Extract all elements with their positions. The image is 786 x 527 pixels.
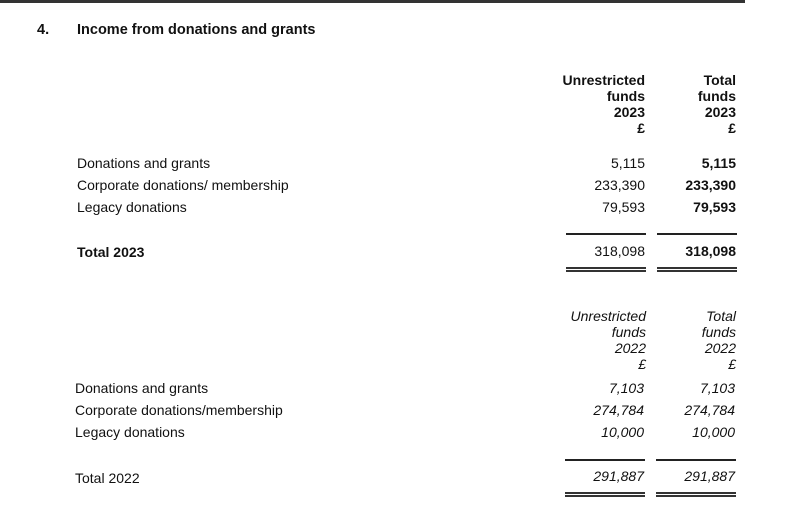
row-total: 5,115 (701, 155, 736, 171)
total-unrestricted: 291,887 (593, 468, 644, 484)
row-total: 7,103 (699, 380, 735, 396)
col-header-unrestricted-2022 (571, 308, 646, 372)
header-line: Unrestricted (570, 308, 646, 324)
double-rule (656, 492, 736, 497)
top-rule (0, 0, 745, 3)
row-label: Legacy donations (77, 199, 187, 215)
header-line: 2022 (614, 340, 646, 356)
col-header-unrestricted-2023 (563, 72, 645, 136)
row-total: 79,593 (693, 199, 736, 215)
row-label: Donations and grants (75, 380, 209, 396)
header-line: funds (606, 88, 645, 104)
row-label: Corporate donations/membership (75, 402, 283, 418)
header-line: £ (728, 120, 736, 136)
header-line: 2023 (704, 104, 736, 120)
row-unrestricted: 79,593 (602, 199, 645, 215)
header-line: £ (728, 356, 736, 372)
total-total: 318,098 (685, 243, 736, 259)
col-header-total-2023 (698, 72, 736, 136)
header-line: Total (706, 308, 736, 324)
header-line: funds (697, 88, 736, 104)
header-line: £ (637, 120, 645, 136)
row-unrestricted: 7,103 (608, 380, 644, 396)
double-rule (657, 267, 737, 272)
header-line: Total (703, 72, 736, 88)
total-label: Total 2022 (75, 470, 140, 486)
row-unrestricted: 233,390 (594, 177, 645, 193)
subtotal-rule (565, 459, 645, 461)
double-rule (566, 267, 646, 272)
note-number: 4. (37, 22, 50, 38)
header-line: 2023 (613, 104, 645, 120)
row-label: Legacy donations (75, 424, 185, 440)
header-line: Unrestricted (562, 72, 645, 88)
row-unrestricted: 274,784 (593, 402, 644, 418)
row-label: Corporate donations/ membership (77, 177, 289, 193)
col-header-total-2022 (702, 308, 736, 372)
subtotal-rule (656, 459, 736, 461)
header-line: funds (611, 324, 646, 340)
row-unrestricted: 5,115 (611, 155, 645, 171)
total-label: Total 2023 (77, 244, 145, 260)
row-total: 10,000 (692, 424, 735, 440)
row-total: 233,390 (685, 177, 736, 193)
row-label: Donations and grants (77, 155, 211, 171)
note-title: Income from donations and grants (77, 22, 316, 38)
total-total: 291,887 (684, 468, 735, 484)
header-line: £ (638, 356, 646, 372)
row-total: 274,784 (684, 402, 735, 418)
header-line: 2022 (704, 340, 736, 356)
subtotal-rule (566, 233, 646, 235)
header-line: funds (701, 324, 736, 340)
total-unrestricted: 318,098 (594, 243, 645, 259)
row-unrestricted: 10,000 (601, 424, 644, 440)
subtotal-rule (657, 233, 737, 235)
double-rule (565, 492, 645, 497)
